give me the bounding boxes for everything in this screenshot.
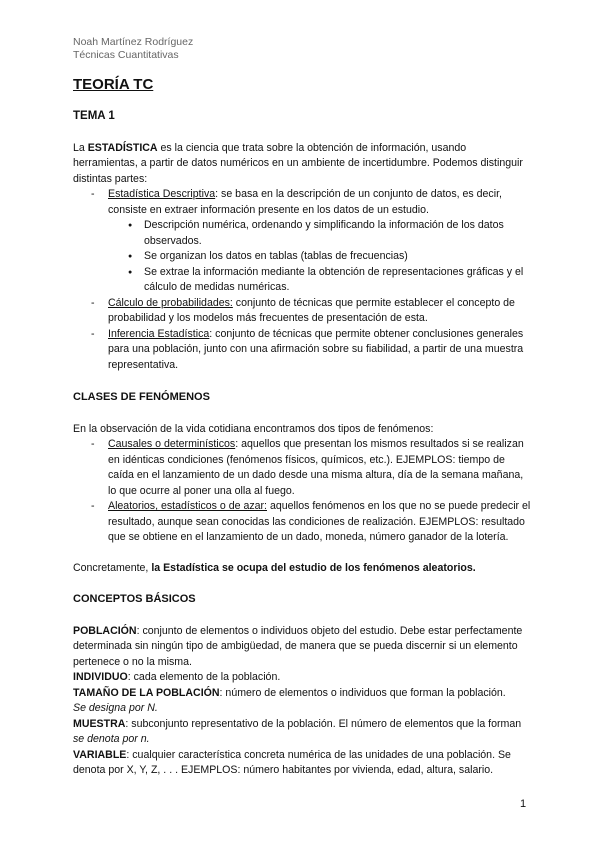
parts-list (73, 187, 533, 373)
poblacion-definition: POBLACIÓN: conjunto de elementos o individuos objeto del estudio. Debe estar perfectamente determinada sin ningún tipo de ambigüedad, de manera que se pueda discernir si un elemento pertenece o no la misma. (73, 624, 523, 668)
course-name: Técnicas Cuantitativas (73, 49, 179, 61)
page-number: 1 (520, 798, 527, 810)
variable-definition: VARIABLE: cualquier característica concreta numérica de las unidades de una población. Se denota por X, Y, Z, . . . EJEMPLOS: número habitantes por vivienda, edad, altura, salario. (73, 748, 511, 776)
clases-conclusion: Concretamente, la Estadística se ocupa del estudio de los fenómenos aleatorios. (73, 561, 476, 574)
author-name: Noah Martínez Rodríguez (73, 36, 194, 48)
list-item: ● Se organizan los datos en tablas (tablas de frecuencias) (108, 249, 533, 265)
document-title: TEORÍA TC (73, 76, 154, 93)
muestra-definition: MUESTRA: subconjunto representativo de la población. El número de elementos que la forman se denota por n. (73, 717, 522, 745)
list-item: - Inferencia Estadística: conjunto de técnicas que permite obtener conclusiones generales para una población, junto con una afirmación sobre su fiabilidad, a partir de una muestra representativa. (73, 327, 533, 374)
list-item: - Cálculo de probabilidades: conjunto de técnicas que permite establecer el concepto de probabilidad y los modelos más frecuentes de presentación de esta. (73, 296, 533, 327)
list-item: - Causales o determinísticos: aquellos que presentan los mismos resultados si se realizan en idénticas condiciones (fenómenos físicos, químicos, etc.). EJEMPLOS: tiempo de caída en el lanzamiento de un dado desde una misma altura, día de la semana mañana, lo que ocurre al poner una olla al fuego. (73, 437, 533, 499)
tema-heading: TEMA 1 (73, 110, 115, 122)
list-item: - Estadística Descriptiva: se basa en la descripción de un conjunto de datos, es decir, consiste en extraer información presente en los datos de un estudio. ● Descripción numérica, ordenando y simplificando la información de los datos observados. ● Se organizan los datos en tablas (tablas de frecuencias) ● Se extrae la información mediante la obtención de representaciones gráficas y el cálculo de medidas numéricas. (73, 187, 533, 296)
clases-list (73, 437, 533, 546)
conceptos-heading: CONCEPTOS BÁSICOS (73, 593, 196, 605)
intro-paragraph: La ESTADÍSTICA es la ciencia que trata sobre la obtención de información, usando herramientas, a partir de datos numéricos en un ambiente de incertidumbre. Podemos distinguir distintas partes: (73, 141, 523, 185)
page-header (73, 36, 193, 62)
clases-intro: En la observación de la vida cotidiana encontramos dos tipos de fenómenos: (73, 422, 434, 435)
list-item: - Aleatorios, estadísticos o de azar: aquellos fenómenos en los que no se puede predecir el resultado, aunque sean conocidas las condiciones de realización. EJEMPLOS: resultado que se obtiene en el lanzamiento de un dado, moneda, número ganador de la lotería. (73, 499, 533, 546)
individuo-definition: INDIVIDUO: cada elemento de la población. (73, 671, 281, 683)
list-item: ● Se extrae la información mediante la obtención de representaciones gráficas y el cálculo de medidas numéricas. (108, 265, 533, 296)
tamano-definition: TAMAÑO DE LA POBLACIÓN: número de elementos o individuos que forman la población. Se designa por N. (73, 686, 506, 714)
list-item: ● Descripción numérica, ordenando y simplificando la información de los datos observados. (108, 218, 533, 249)
clases-heading: CLASES DE FENÓMENOS (73, 391, 210, 403)
document-body (73, 109, 533, 779)
descriptiva-sublist (108, 218, 533, 296)
